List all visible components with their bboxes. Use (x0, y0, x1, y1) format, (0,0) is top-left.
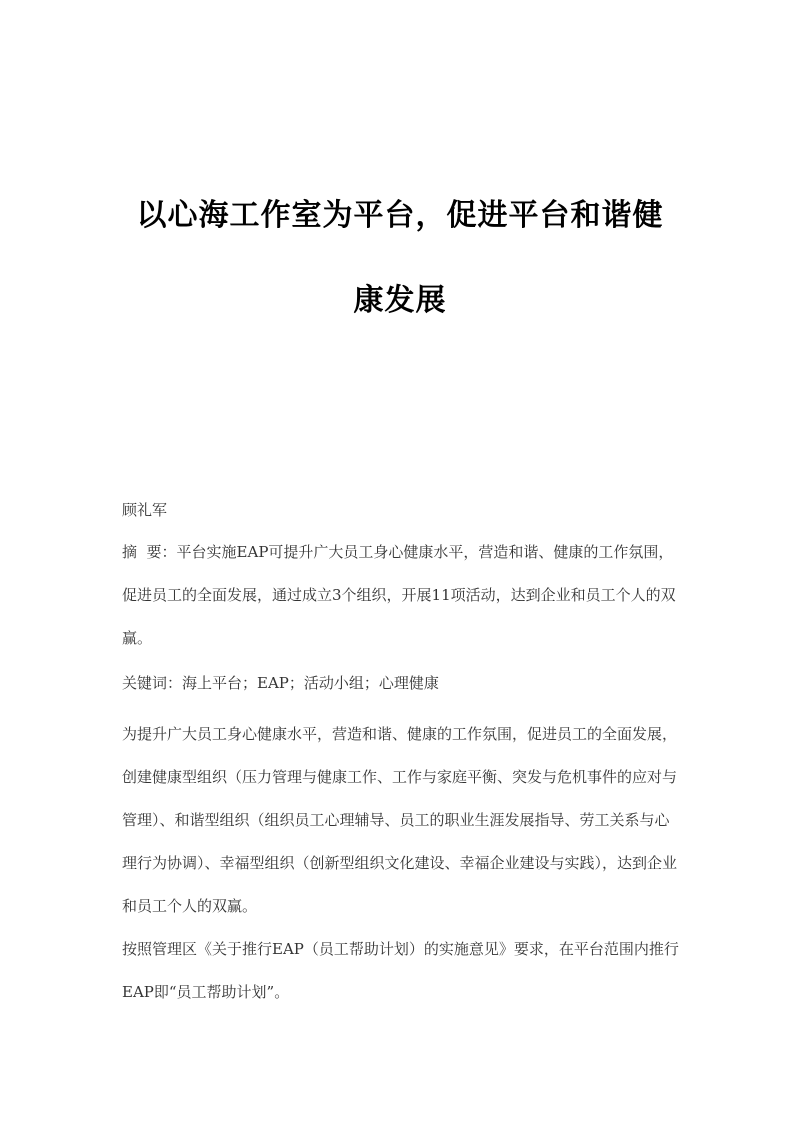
keywords-text: 海上平台；EAP；活动小组；心理健康 (182, 674, 439, 692)
document-title-line-2: 康发展 (353, 283, 447, 318)
abstract (122, 531, 682, 660)
author-name: 顾礼军 (122, 501, 168, 519)
abstract-label: 摘 要： (122, 543, 177, 561)
keywords-label: 关键词： (122, 674, 183, 692)
abstract-text: 平台实施EAP可提升广大员工身心健康水平，营造和谐、健康的工作氛围，促进员工的全面发展，通过成立3个组织，开展11项活动，达到企业和员工个人的双赢。 (122, 543, 676, 647)
keywords (122, 662, 682, 705)
body-paragraph: 为提升广大员工身心健康水平，营造和谐、健康的工作氛围，促进员工的全面发展，创建健康型组织（压力管理与健康工作、工作与家庭平衡、突发与危机事件的应对与管理）、和谐型组织（组织员工心理辅导、员工的职业生涯发展指导、劳工关系与心理行为协调）、幸福型组织（创新型组织文化建设、幸福企业建设与实践），达到企业和员工个人的双赢。 (122, 725, 678, 915)
document-title-line-1: 以心海工作室为平台，促进平台和谐健 (136, 198, 664, 233)
body-paragraph: 按照管理区《关于推行EAP（员工帮助计划）的实施意见》要求，在平台范围内推行EAP即“员工帮助计划”。 (122, 940, 679, 1001)
